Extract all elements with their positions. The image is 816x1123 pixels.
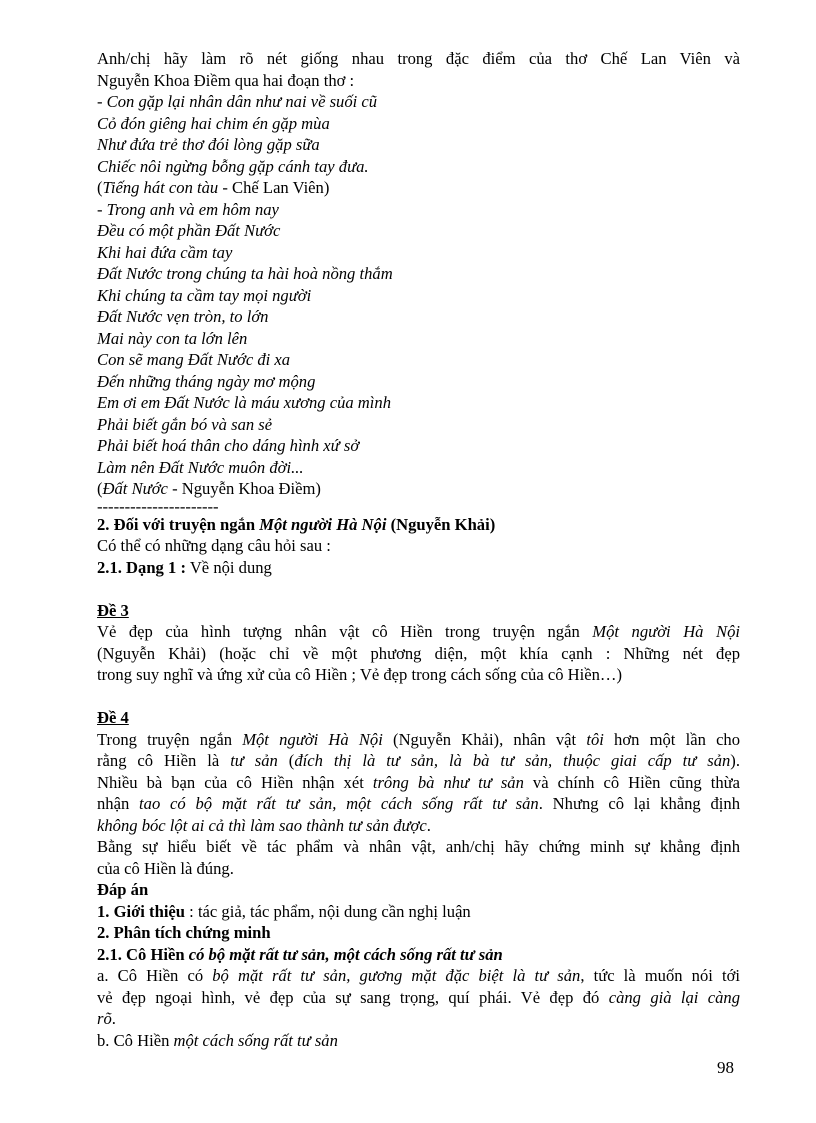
text: , tức là muốn nói tới bbox=[580, 966, 740, 985]
de3-line-2: (Nguyễn Khải) (hoặc chỉ về một phương diện, một khía cạnh : Những nét đẹp bbox=[97, 643, 740, 663]
italic-text: tôi bbox=[586, 729, 604, 749]
poem-line: Phải biết hoá thân cho dáng hình xứ sở bbox=[97, 436, 360, 455]
text: vẻ đẹp ngoại hình, vẻ đẹp của sự sang trọng, quí phái. Vẻ đẹp đó bbox=[97, 987, 609, 1007]
italic-text: đích thị là tư sản, là bà tư sản, thuộc giai cấp tư sản bbox=[294, 751, 731, 770]
part-text: : tác giả, tác phẩm, nội dung cần nghị luận bbox=[185, 901, 471, 921]
type-text: Về nội dung bbox=[185, 557, 272, 577]
italic-text: tư sản bbox=[230, 751, 278, 770]
answer-a-line-1 bbox=[97, 965, 740, 987]
de4-line-1 bbox=[97, 729, 740, 751]
separator: ---------------------- bbox=[97, 496, 219, 516]
de4-title-text: Đề 4 bbox=[97, 708, 129, 727]
answer-part-2 bbox=[97, 922, 740, 944]
italic-text: không bóc lột ai cả thì làm sao thành tư sản được bbox=[97, 815, 427, 835]
italic-text: một cách sống rất tư sản bbox=[173, 1030, 338, 1050]
de3-line-3: trong suy nghĩ và ứng xử của cô Hiền ; Vẻ đẹp trong cách sống của cô Hiền…) bbox=[97, 665, 623, 684]
poem-nguyenkhoadiem bbox=[97, 199, 740, 479]
part-label: 2.1. Cô Hiền bbox=[97, 944, 189, 964]
de4-line-5 bbox=[97, 815, 740, 837]
part-label: 1. Giới thiệu bbox=[97, 901, 186, 921]
intro-line-2: Nguyễn Khoa Điềm qua hai đoạn thơ : bbox=[97, 70, 355, 90]
work-title: Một người Hà Nội bbox=[592, 622, 740, 641]
text: rằng cô Hiền là bbox=[97, 751, 231, 770]
source-author: - Nguyễn Khoa Điềm) bbox=[167, 479, 321, 498]
answer-a-line-3 bbox=[97, 1008, 740, 1030]
de3-title bbox=[97, 600, 740, 622]
part-italic: có bộ mặt rất tư sản, một cách sống rất tư sản bbox=[188, 944, 503, 964]
text: b. Cô Hiền bbox=[97, 1030, 174, 1050]
text: (Nguyễn Khải), nhân vật bbox=[382, 729, 587, 749]
poem-chelanvien bbox=[97, 91, 740, 177]
answer-b-line-1 bbox=[97, 1030, 740, 1052]
text: và chính cô Hiền cũng thừa bbox=[523, 772, 740, 792]
poem-line: Chiếc nôi ngừng bỗng gặp cánh tay đưa. bbox=[97, 156, 369, 176]
italic-text: rõ bbox=[97, 1009, 112, 1028]
type-label: 2.1. Dạng 1 : bbox=[97, 557, 186, 577]
italic-text: bộ mặt rất tư sản, gương mặt đặc biệt là tư sản bbox=[212, 966, 581, 985]
poem-line: Em ơi em Đất Nước là máu xương của mình bbox=[97, 393, 391, 412]
poem-source bbox=[97, 177, 740, 199]
poem-line: Đều có một phần Đất Nước bbox=[97, 221, 281, 240]
answer-part-2-1 bbox=[97, 944, 740, 966]
italic-text: trông bà như tư sản bbox=[372, 772, 524, 792]
poem-line: Làm nên Đất Nước muôn đời... bbox=[97, 457, 304, 477]
poem-line: Con sẽ mang Đất Nước đi xa bbox=[97, 350, 291, 369]
text: hơn một lần cho bbox=[603, 729, 741, 749]
poem-line: Cỏ đón giêng hai chim én gặp mùa bbox=[97, 113, 330, 133]
text: Trong truyện ngắn bbox=[97, 729, 243, 749]
poem-line: Khi chúng ta cầm tay mọi người bbox=[97, 285, 312, 305]
text: Vẻ đẹp của hình tượng nhân vật cô Hiền trong truyện ngắn bbox=[97, 622, 593, 641]
section-heading bbox=[97, 514, 740, 536]
poem-line: Mai này con ta lớn lên bbox=[97, 328, 248, 348]
poem-line: - Con gặp lại nhân dân như nai về suối cũ bbox=[97, 92, 378, 111]
source-title: Đất Nước bbox=[102, 479, 168, 498]
part-label: 2. Phân tích chứng minh bbox=[97, 923, 271, 942]
de4-line-3 bbox=[97, 772, 740, 794]
type-heading bbox=[97, 557, 740, 579]
source-title: Tiếng hát con tàu bbox=[102, 178, 219, 197]
source-open: ( bbox=[97, 178, 103, 197]
section-intro: Có thể có những dạng câu hỏi sau : bbox=[97, 536, 331, 555]
answer-title-text: Đáp án bbox=[97, 880, 149, 899]
source-open: ( bbox=[97, 479, 103, 498]
answer-title bbox=[97, 879, 740, 901]
de4-line-4 bbox=[97, 793, 740, 815]
heading-suffix: (Nguyễn Khải) bbox=[386, 514, 496, 534]
page-number: 98 bbox=[717, 1058, 734, 1077]
document-body bbox=[97, 48, 740, 1051]
italic-text: càng già lại càng bbox=[608, 987, 741, 1007]
poem-line: Đến những tháng ngày mơ mộng bbox=[97, 371, 316, 391]
work-title: Một người Hà Nội bbox=[242, 729, 383, 749]
text: ). bbox=[730, 751, 740, 770]
text: nhận bbox=[97, 794, 140, 813]
text: . Nhưng cô lại khẳng định bbox=[538, 794, 740, 813]
poem-line: Phải biết gắn bó và san sẻ bbox=[97, 414, 273, 434]
de3-title-text: Đề 3 bbox=[97, 600, 129, 620]
text: . bbox=[426, 815, 431, 835]
poem-line: - Trong anh và em hôm nay bbox=[97, 199, 279, 219]
de4-line-7: của cô Hiền là đúng. bbox=[97, 858, 234, 878]
de4-line-2 bbox=[97, 750, 740, 772]
text: Nhiều bà bạn của cô Hiền nhận xét bbox=[97, 772, 373, 792]
intro-line-1: Anh/chị hãy làm rõ nét giống nhau trong đặc điểm của thơ Chế Lan Viên và bbox=[97, 49, 740, 68]
de3-line-1 bbox=[97, 621, 740, 643]
text: a. Cô Hiền có bbox=[97, 966, 213, 985]
answer-a-line-2 bbox=[97, 987, 740, 1009]
answer-part-1 bbox=[97, 901, 740, 923]
de4-title bbox=[97, 707, 740, 729]
poem-line: Như đứa trẻ thơ đói lòng gặp sữa bbox=[97, 135, 320, 154]
de4-line-6: Bằng sự hiểu biết về tác phẩm và nhân vật, anh/chị hãy chứng minh sự khẳng định bbox=[97, 837, 740, 856]
text: ( bbox=[277, 751, 295, 770]
italic-text: tao có bộ mặt rất tư sản, một cách sống rất tư sản bbox=[139, 794, 539, 813]
source-author: - Chế Lan Viên) bbox=[218, 178, 330, 197]
text: . bbox=[111, 1009, 116, 1028]
heading-prefix: 2. Đối với truyện ngắn bbox=[97, 514, 260, 534]
poem-line: Đất Nước vẹn tròn, to lớn bbox=[97, 307, 269, 326]
heading-title: Một người Hà Nội bbox=[259, 514, 387, 534]
poem-line: Khi hai đứa cầm tay bbox=[97, 242, 233, 262]
poem-line: Đất Nước trong chúng ta hài hoà nồng thắm bbox=[97, 264, 393, 283]
